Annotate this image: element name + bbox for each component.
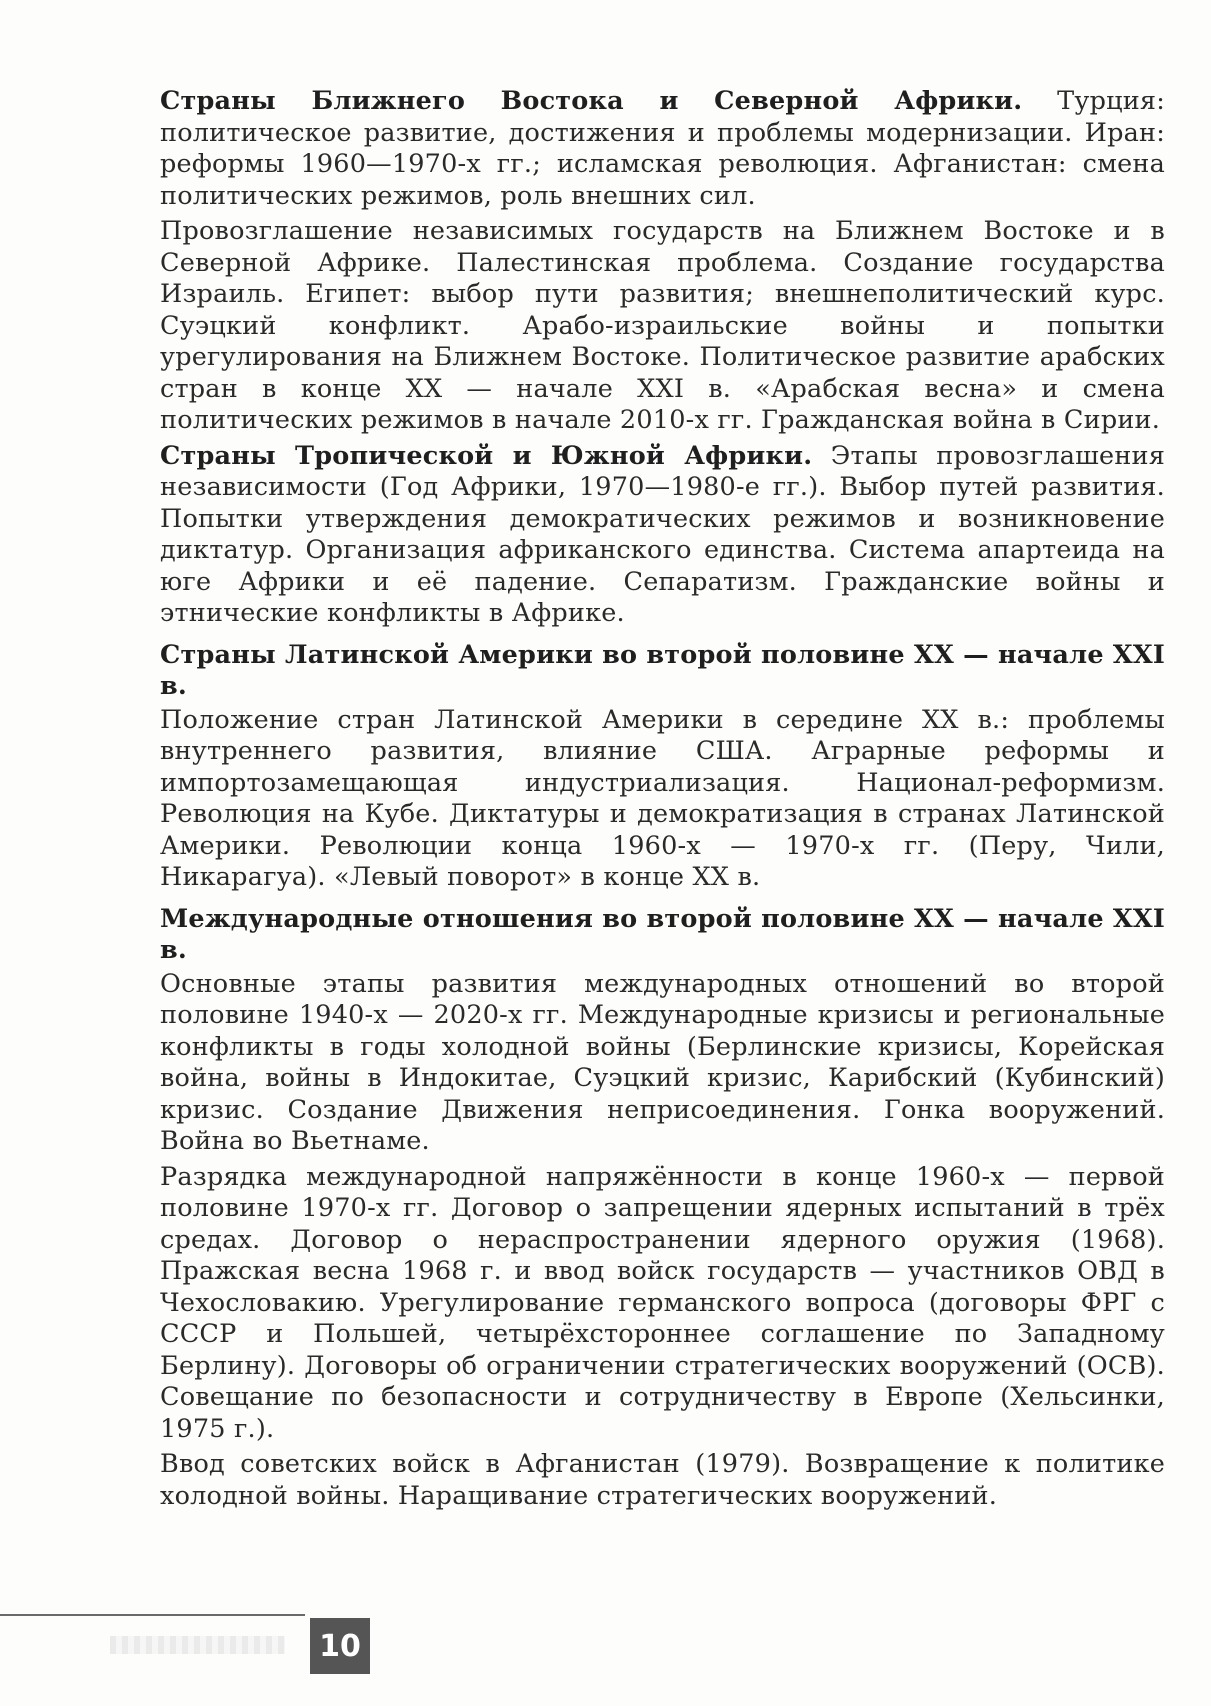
heading-tropical-africa: Страны Тропической и Южной Африки. [160, 440, 813, 471]
heading-middle-east: Страны Ближнего Востока и Северной Африки. [160, 86, 1023, 116]
paragraph-africa-text: Этапы провозглашения независимости (Год Африки, 1970—1980-е гг.). Выбор путей развития. Попытки утверждения демократических режимов и возникновение диктатур. Организация африканского единства. Система апартеида на юге Африки и её падение. Сепаратизм. Гражданские войны и этнические конфликты в Африке. [160, 440, 1166, 628]
paragraph-middle-east [160, 86, 1165, 212]
paragraph-international-3: Ввод советских войск в Афганистан (1979). Возвращение к политике холодной войны. Наращивание стратегических вооружений. [160, 1449, 1165, 1511]
paragraph-independence-text: Провозглашение независимых государств на Ближнем Востоке и в Северной Африке. Палестинская проблема. Создание государства Израиль. Египет: выбор пути развития; внешнеполитический курс. Суэцкий конфликт. Арабо-израильские войны и попытки урегулирования на Ближнем Востоке. Политическое развитие арабских стран в конце XX — начале XXI в. «Арабская весна» и смена политических режимов в начале 2010-х гг. Гражданская война в Сирии. [160, 216, 1165, 435]
heading-international-relations: Международные отношения во второй половине XX — начале XXI в. [160, 903, 1165, 965]
paragraph-independence [160, 216, 1165, 437]
paragraph-middle-east-text: Турция: политическое развитие, достижения и проблемы модернизации. Иран: реформы 1960—1970-х гг.; исламская революция. Афганистан: смена политических режимов, роль внешних сил. [160, 86, 1165, 211]
footer-rule [0, 1614, 305, 1616]
paragraph-africa [160, 441, 1165, 630]
heading-latin-america: Страны Латинской Америки во второй половине XX — начале XXI в. [160, 639, 1165, 701]
footer-decoration [110, 1636, 285, 1654]
page-body [160, 86, 1165, 1516]
page-number: 10 [310, 1618, 370, 1674]
paragraph-international-2: Разрядка международной напряжённости в конце 1960-х — первой половине 1970-х гг. Договор о запрещении ядерных испытаний в трёх средах. Договор о нераспространении ядерного оружия (1968). Пражская весна 1968 г. и ввод войск государств — участников ОВД в Чехословакию. Урегулирование германского вопроса (договоры ФРГ с СССР и Польшей, четырёхстороннее соглашение по Западному Берлину). Договоры об ограничении стратегических вооружений (ОСВ). Совещание по безопасности и сотрудничеству в Европе (Хельсинки, 1975 г.). [160, 1161, 1165, 1444]
paragraph-latin-america: Положение стран Латинской Америки в середине XX в.: проблемы внутреннего развития, влияние США. Аграрные реформы и импортозамещающая индустриализация. Национал-реформизм. Революция на Кубе. Диктатуры и демократизация в странах Латинской Америки. Революции конца 1960-х — 1970-х гг. (Перу, Чили, Никарагуа). «Левый поворот» в конце XX в. [160, 704, 1165, 892]
paragraph-international-1: Основные этапы развития международных отношений во второй половине 1940-х — 2020-х гг. Международные кризисы и региональные конфликты в годы холодной войны (Берлинские кризисы, Корейская война, войны в Индокитае, Суэцкий кризис, Карибский (Кубинский) кризис. Создание Движения неприсоединения. Гонка вооружений. Война во Вьетнаме. [160, 968, 1165, 1156]
